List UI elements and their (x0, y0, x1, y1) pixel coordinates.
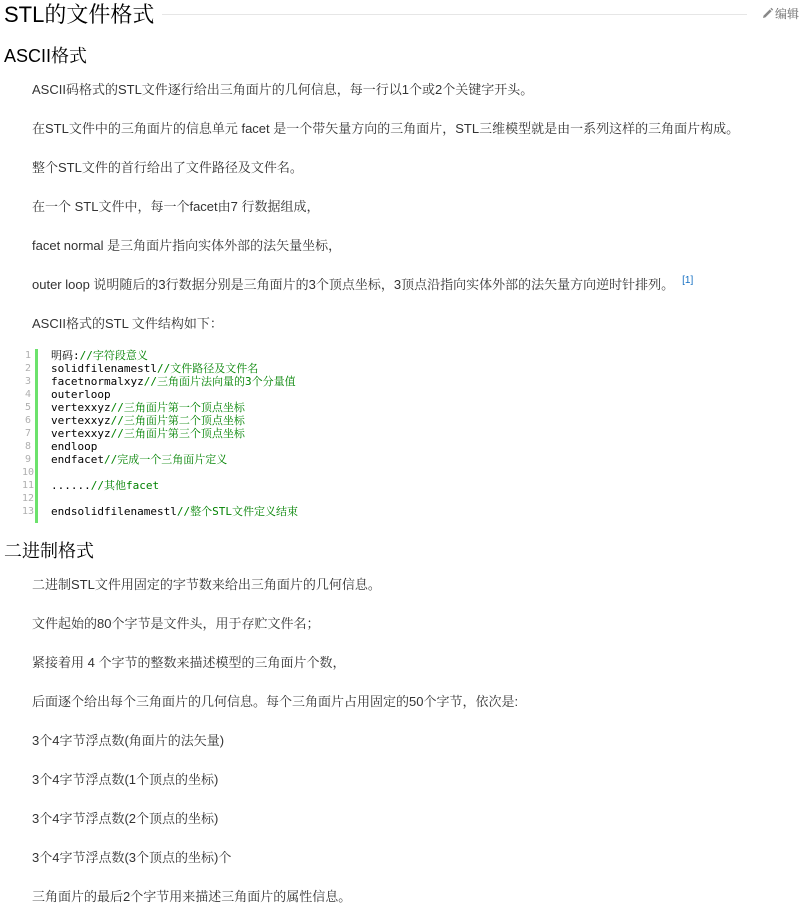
citation-link[interactable]: [1] (682, 275, 694, 286)
pencil-icon (761, 7, 774, 20)
code-comment: //文件路径及文件名 (156, 362, 259, 375)
code-text (51, 505, 298, 518)
line-number: 4 (24, 389, 31, 400)
code-block (22, 349, 622, 523)
code-comment: //三角面片第三个顶点坐标 (110, 427, 245, 440)
line-number: 3 (24, 376, 31, 387)
code-text (51, 453, 227, 466)
code-text (51, 479, 159, 492)
paragraph: 3个4字节浮点数(角面片的法矢量) (32, 733, 225, 748)
code-keyword: endloop (51, 440, 98, 453)
code-text (51, 375, 296, 388)
paragraph: 3个4字节浮点数(3个顶点的坐标)个 (32, 850, 232, 865)
code-keyword: endsolidfilenamestl (51, 505, 177, 518)
edit-label: 编辑 (774, 7, 799, 21)
code-text (51, 401, 245, 414)
line-number: 11 (22, 480, 35, 491)
code-keyword: facetnormalxyz (51, 375, 144, 388)
code-keyword: 明码: (51, 349, 80, 362)
paragraph: 文件起始的80个字节是文件头，用于存贮文件名； (32, 616, 320, 631)
line-number: 13 (22, 506, 35, 517)
code-keyword: vertexxyz (51, 401, 111, 414)
code-comment: //三角面片第二个顶点坐标 (110, 414, 245, 427)
code-text (51, 388, 111, 401)
line-number: 12 (22, 493, 35, 504)
paragraph: 二进制STL文件用固定的字节数来给出三角面片的几何信息。 (32, 577, 381, 592)
paragraph-text: outer loop 说明随后的3行数据分别是三角面片的3个顶点坐标，3顶点沿指向实体外部的法矢量方向逆时针排列。 (32, 277, 675, 292)
page-title-row (4, 0, 799, 32)
paragraph: 紧接着用 4 个字节的整数来描述模型的三角面片个数， (32, 655, 346, 670)
paragraph (32, 276, 693, 294)
code-comment: //三角面片第一个顶点坐标 (110, 401, 245, 414)
line-number: 6 (24, 415, 31, 426)
paragraph: 3个4字节浮点数(1个顶点的坐标) (32, 772, 219, 787)
paragraph: 在STL文件中的三角面片的信息单元 facet 是一个带矢量方向的三角面片，STL三维模型就是由一系列这样的三角面片构成。 (32, 121, 740, 136)
code-text (51, 440, 97, 453)
line-number: 10 (22, 467, 35, 478)
code-keyword: vertexxyz (51, 427, 111, 440)
code-gutter-bar (35, 349, 38, 523)
code-keyword: vertexxyz (51, 414, 111, 427)
paragraph: facet normal 是三角面片指向实体外部的法矢量坐标， (32, 238, 342, 253)
code-comment: //整个STL文件定义结束 (176, 505, 298, 518)
code-keyword: solidfilenamestl (51, 362, 157, 375)
paragraph: ASCII格式的STL 文件结构如下： (32, 316, 223, 331)
code-text (51, 414, 245, 427)
paragraph: ASCII码格式的STL文件逐行给出三角面片的几何信息，每一行以1个或2个关键字开头。 (32, 82, 534, 97)
line-number: 7 (24, 428, 31, 439)
paragraph: 三角面片的最后2个字节用来描述三角面片的属性信息。 (32, 889, 352, 904)
code-keyword: ...... (51, 479, 91, 492)
line-number: 5 (24, 402, 31, 413)
paragraph: 整个STL文件的首行给出了文件路径及文件名。 (32, 160, 303, 175)
page-title: STL的文件格式 (4, 2, 162, 28)
code-comment: //字符段意义 (79, 349, 148, 362)
code-text (51, 362, 258, 375)
line-number: 9 (24, 454, 31, 465)
code-text (51, 427, 245, 440)
line-number: 8 (24, 441, 31, 452)
code-comment: //其他facet (90, 479, 160, 492)
code-text (51, 349, 148, 362)
paragraph: 后面逐个给出每个三角面片的几何信息。每个三角面片占用固定的50个字节，依次是: (32, 694, 519, 709)
section-heading-ascii: ASCII格式 (4, 46, 88, 66)
line-number: 1 (24, 350, 31, 361)
paragraph: 在一个 STL文件中，每一个facet由7 行数据组成， (32, 199, 320, 214)
code-comment: //完成一个三角面片定义 (103, 453, 228, 466)
edit-link[interactable] (755, 5, 799, 22)
code-keyword: endfacet (51, 453, 104, 466)
paragraph: 3个4字节浮点数(2个顶点的坐标) (32, 811, 219, 826)
code-comment: //三角面片法向量的3个分量值 (143, 375, 296, 388)
code-keyword: outerloop (51, 388, 111, 401)
line-number: 2 (24, 363, 31, 374)
section-heading-binary: 二进制格式 (4, 541, 94, 561)
